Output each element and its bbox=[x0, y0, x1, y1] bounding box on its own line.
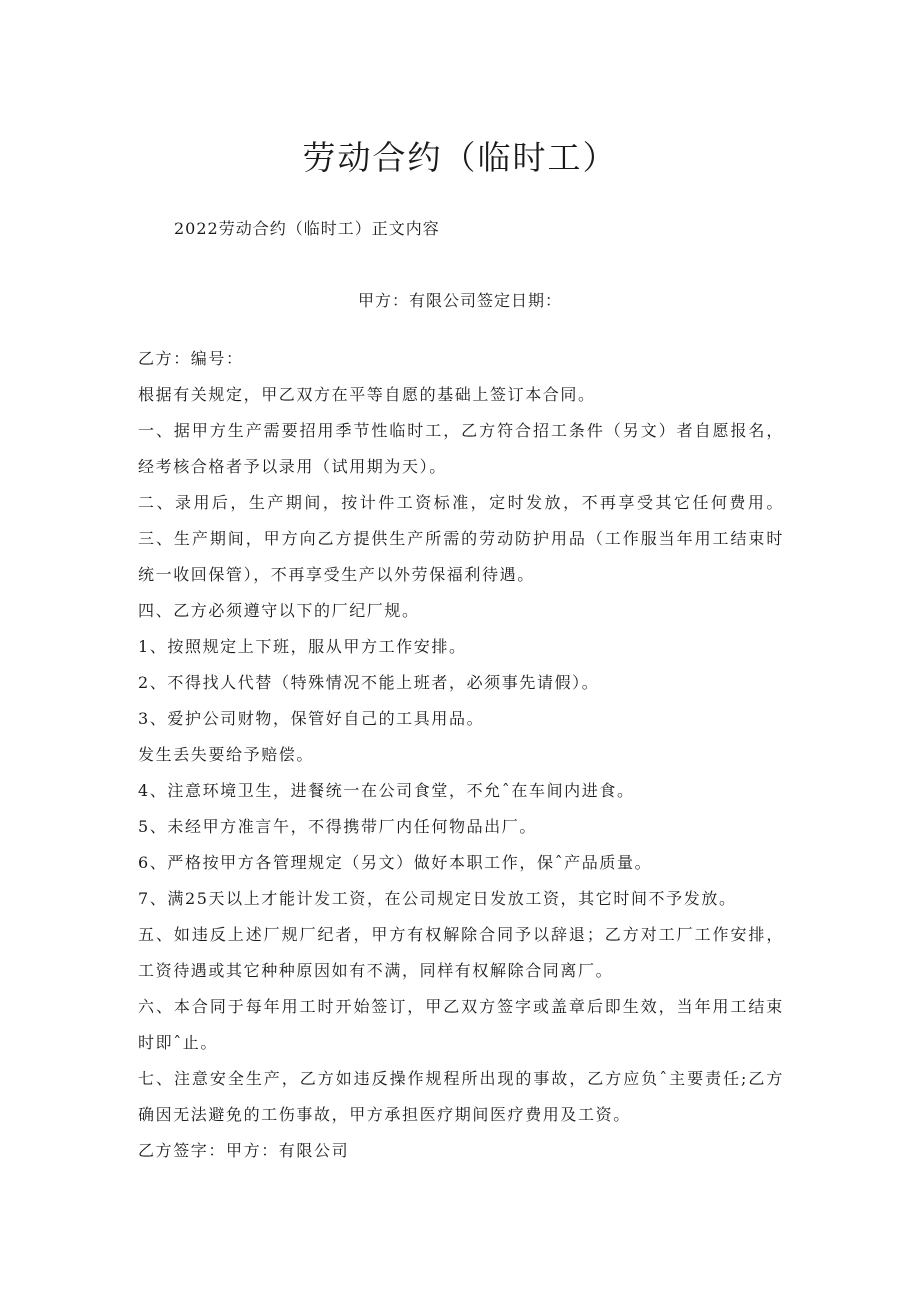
rule-5-item: 5、未经甲方准言午，不得携带厂内任何物品出厂。 bbox=[138, 817, 537, 836]
document-subtitle: 2022劳动合约（临时工）正文内容 bbox=[174, 219, 440, 238]
clause-6-paragraph: 六、本合同于每年用工时开始签订，甲乙双方签字或盖章后即生效，当年用工结束时即ˆ止。 bbox=[138, 997, 784, 1052]
clause-5-paragraph: 五、如违反上述厂规厂纪者，甲方有权解除合同予以辞退；乙方对工厂工作安排，工资待遇或其它种种原因如有不满，同样有权解除合同离厂。 bbox=[138, 925, 784, 980]
clause-7-paragraph: 七、注意安全生产，乙方如违反操作规程所出现的事故，乙方应负ˆ主要责任;乙方确因无法避免的工伤事故，甲方承担医疗期间医疗费用及工资。 bbox=[138, 1069, 784, 1124]
preamble-paragraph: 根据有关规定，甲乙双方在平等自愿的基础上签订本合同。 bbox=[138, 385, 596, 404]
signature-line: 乙方签字：甲方：有限公司 bbox=[138, 1141, 350, 1160]
rule-1-item: 1、按照规定上下班，服从甲方工作安排。 bbox=[138, 637, 467, 656]
rule-2-item: 2、不得找人代替（特殊情况不能上班者，必须事先请假）。 bbox=[138, 673, 600, 692]
rule-4-item: 4、注意环境卫生，进餐统一在公司食堂，不允ˆ在车间内进食。 bbox=[138, 781, 635, 800]
rule-3-item: 3、爱护公司财物，保管好自己的工具用品。 bbox=[138, 709, 485, 728]
contract-body bbox=[138, 341, 784, 1169]
clause-2-3-paragraph: 二、录用后，生产期间，按计件工资标准，定时发放，不再享受其它任何费用。三、生产期间，甲方向乙方提供生产所需的劳动防护用品（工作服当年用工结束时统一收回保管），不再享受生产以外劳保福利待遇。 bbox=[138, 493, 784, 584]
party-b-line: 乙方：编号： bbox=[138, 349, 244, 368]
rule-3-continuation: 发生丢失要给予赔偿。 bbox=[138, 745, 315, 764]
clause-4-heading: 四、乙方必须遵守以下的厂纪厂规。 bbox=[138, 601, 420, 620]
document-title: 劳动合约（临时工） bbox=[302, 138, 618, 177]
clause-1-paragraph: 一、据甲方生产需要招用季节性临时工，乙方符合招工条件（另文）者自愿报名，经考核合格者予以录用（试用期为天）。 bbox=[138, 421, 784, 476]
rule-7-item: 7、满25天以上才能计发工资，在公司规定日发放工资，其它时间不予发放。 bbox=[138, 889, 737, 908]
party-a-line: 甲方：有限公司签定日期： bbox=[357, 291, 562, 310]
rule-6-item: 6、严格按甲方各管理规定（另文）做好本职工作，保ˆ产品质量。 bbox=[138, 853, 653, 872]
